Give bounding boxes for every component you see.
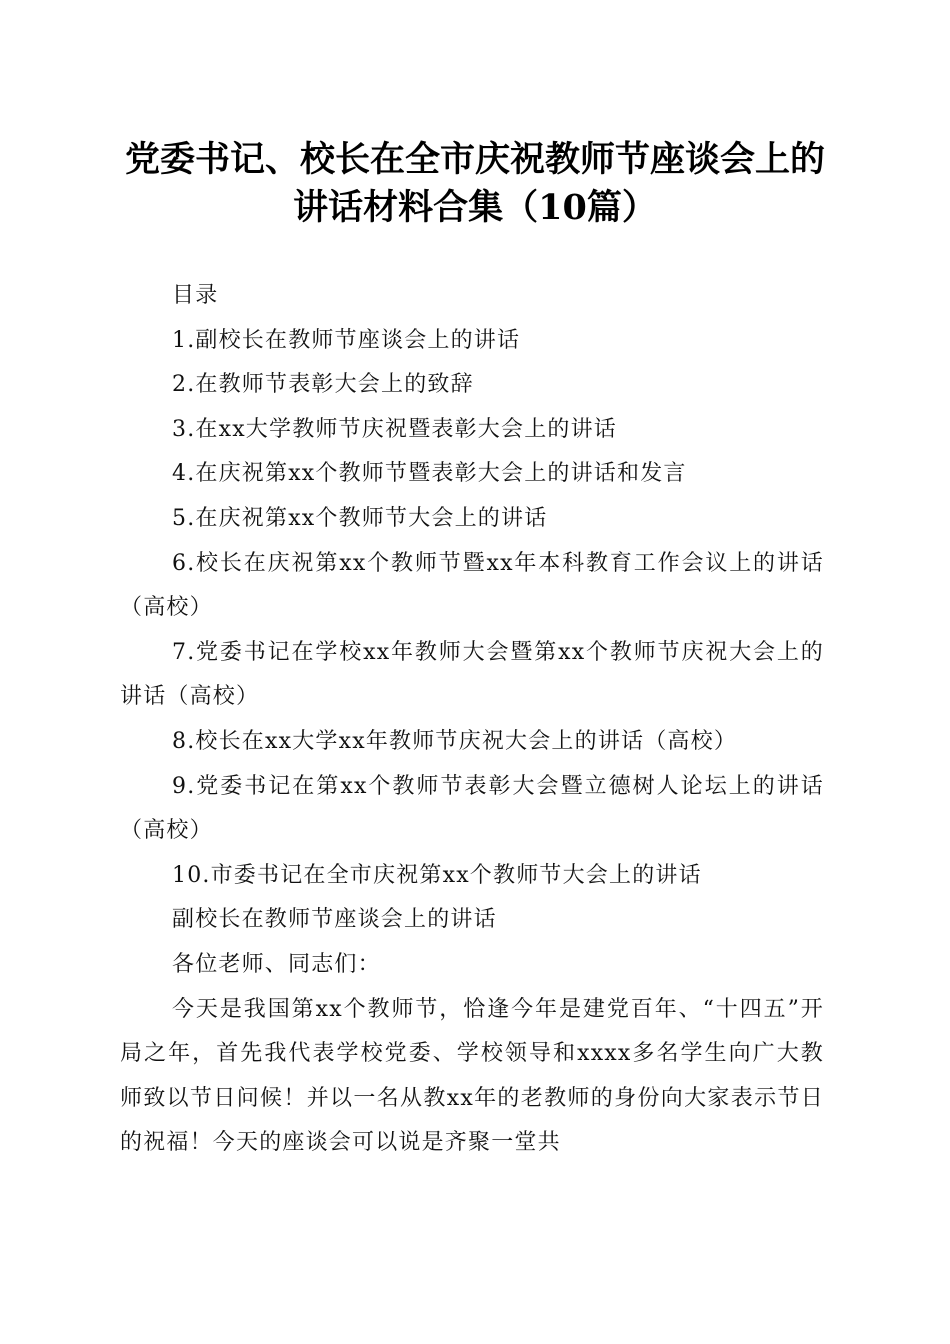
- toc-item: 3.在xx大学教师节庆祝暨表彰大会上的讲话: [172, 416, 618, 442]
- salutation: 各位老师、同志们：: [172, 951, 381, 977]
- toc-item: 2.在教师节表彰大会上的致辞: [172, 372, 474, 398]
- section-title: 副校长在教师节座谈会上的讲话: [172, 907, 497, 933]
- toc-item: 7.党委书记在学校xx年教师大会暨第xx个教师节庆祝大会上的讲话（高校）: [120, 639, 824, 710]
- document-body: [120, 274, 824, 1166]
- toc-item: 1.副校长在教师节座谈会上的讲话: [172, 327, 521, 353]
- toc-item: 10.市委书记在全市庆祝第xx个教师节大会上的讲话: [172, 862, 702, 888]
- document-title: [0, 136, 950, 232]
- toc-heading: 目录: [172, 283, 219, 308]
- toc-item: 4.在庆祝第xx个教师节暨表彰大会上的讲话和发言: [172, 461, 687, 487]
- title-line-2: 讲话材料合集（10篇）: [293, 187, 657, 228]
- toc-item: 9.党委书记在第xx个教师节表彰大会暨立德树人论坛上的讲话（高校）: [120, 773, 824, 844]
- title-line-1: 党委书记、校长在全市庆祝教师节座谈会上的: [124, 139, 825, 180]
- toc-item: 5.在庆祝第xx个教师节大会上的讲话: [172, 505, 548, 531]
- body-paragraph: 今天是我国第xx个教师节，恰逢今年是建党百年、“十四五”开局之年，首先我代表学校党委、学校领导和xxxx多名学生向广大教师致以节日问候！并以一名从教xx年的老教师的身份向大家表示节日的祝福！今天的座谈会可以说是齐聚一堂共: [120, 996, 824, 1156]
- toc-item: 6.校长在庆祝第xx个教师节暨xx年本科教育工作会议上的讲话（高校）: [120, 550, 824, 621]
- toc-item: 8.校长在xx大学xx年教师节庆祝大会上的讲话（高校）: [172, 728, 738, 754]
